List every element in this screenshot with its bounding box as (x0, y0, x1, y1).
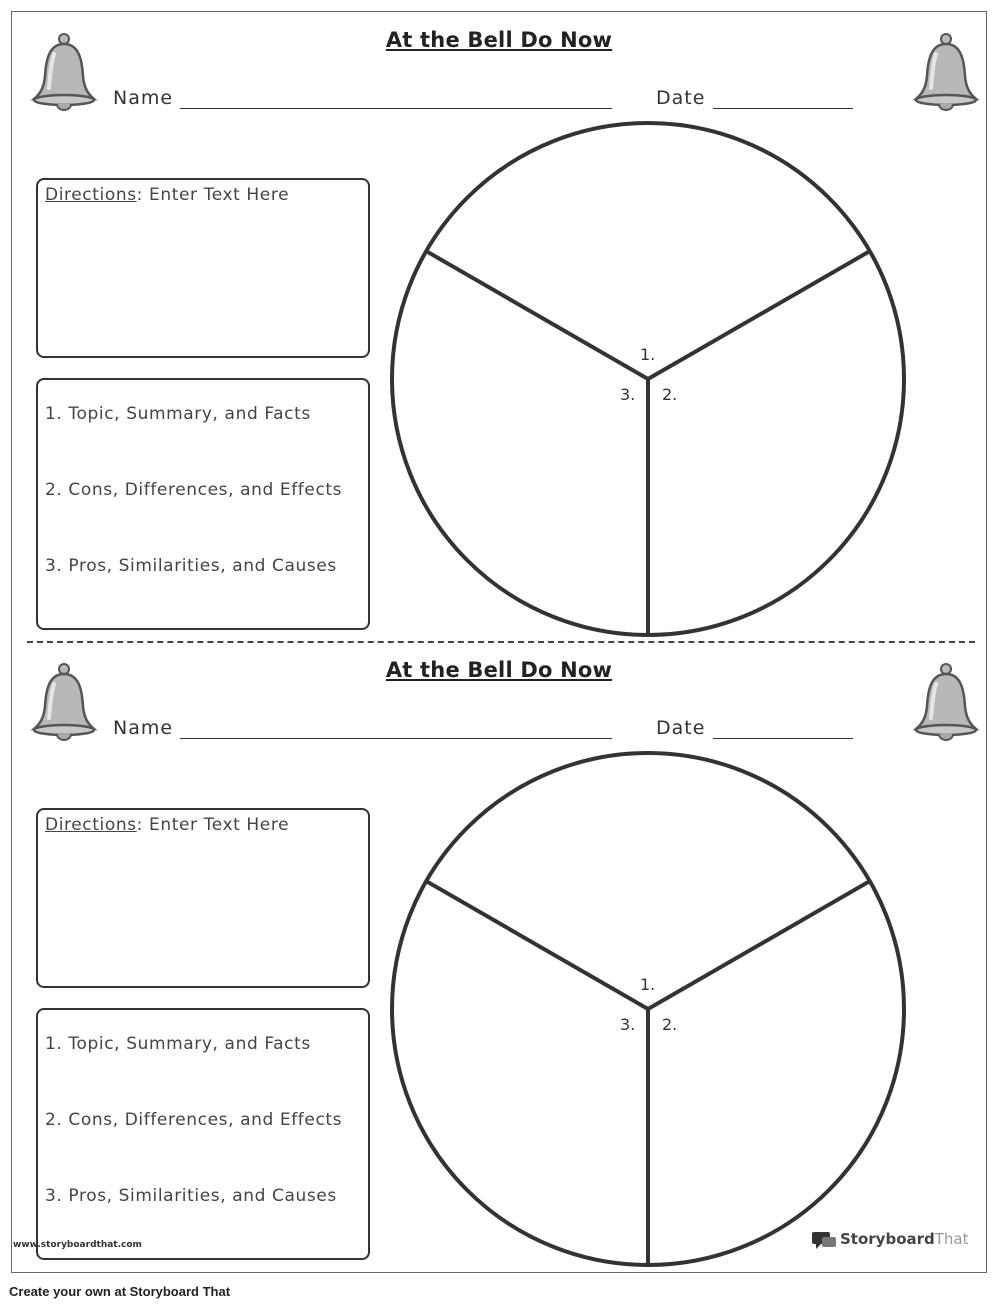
storyboardthat-logo[interactable] (810, 1228, 970, 1252)
directions-label: Directions (45, 815, 137, 835)
directions-placeholder: : Enter Text Here (136, 185, 290, 205)
worksheet-title: At the Bell Do Now (385, 658, 613, 682)
wheel-label: 2. (662, 385, 678, 404)
logo-text (840, 1230, 969, 1248)
bell-icon (911, 662, 981, 744)
category-list-box (36, 378, 370, 630)
list-item: 3. Pros, Similarities, and Causes (45, 1186, 337, 1206)
storyboardthat-logo-icon (810, 1228, 838, 1252)
list-item: 3. Pros, Similarities, and Causes (45, 556, 337, 576)
directions-text (45, 815, 289, 835)
directions-label: Directions (45, 185, 137, 205)
list-item: 2. Cons, Differences, and Effects (45, 480, 343, 500)
worksheet-page (11, 11, 987, 1273)
wheel-label: 3. (620, 385, 636, 404)
wheel-label: 1. (640, 975, 656, 994)
watermark-url: www.storyboardthat.com (13, 1240, 142, 1250)
directions-text (45, 185, 289, 205)
three-part-wheel (387, 118, 909, 640)
wheel-label: 3. (620, 1015, 636, 1034)
date-label: Date (656, 87, 706, 109)
logo-text-light: That (934, 1230, 969, 1248)
worksheet-title: At the Bell Do Now (385, 28, 613, 52)
category-list-box (36, 1008, 370, 1260)
name-field-line[interactable] (180, 738, 612, 739)
three-part-wheel (387, 748, 909, 1270)
wheel-label: 1. (640, 345, 656, 364)
worksheet-top (12, 12, 986, 642)
footer-credit-link[interactable]: Create your own at Storyboard That (9, 1284, 231, 1299)
name-label: Name (113, 87, 174, 109)
list-item: 1. Topic, Summary, and Facts (45, 404, 311, 424)
date-field-line[interactable] (713, 108, 853, 109)
list-item: 1. Topic, Summary, and Facts (45, 1034, 311, 1054)
bell-icon (911, 32, 981, 114)
name-label: Name (113, 717, 174, 739)
directions-box[interactable] (36, 178, 370, 358)
list-item: 2. Cons, Differences, and Effects (45, 1110, 343, 1130)
worksheet-bottom (12, 642, 986, 1272)
name-field-line[interactable] (180, 108, 612, 109)
date-label: Date (656, 717, 706, 739)
directions-placeholder: : Enter Text Here (136, 815, 290, 835)
date-field-line[interactable] (713, 738, 853, 739)
bell-icon (29, 32, 99, 114)
bell-icon (29, 662, 99, 744)
wheel-label: 2. (662, 1015, 678, 1034)
directions-box[interactable] (36, 808, 370, 988)
logo-text-dark: Storyboard (840, 1230, 935, 1248)
